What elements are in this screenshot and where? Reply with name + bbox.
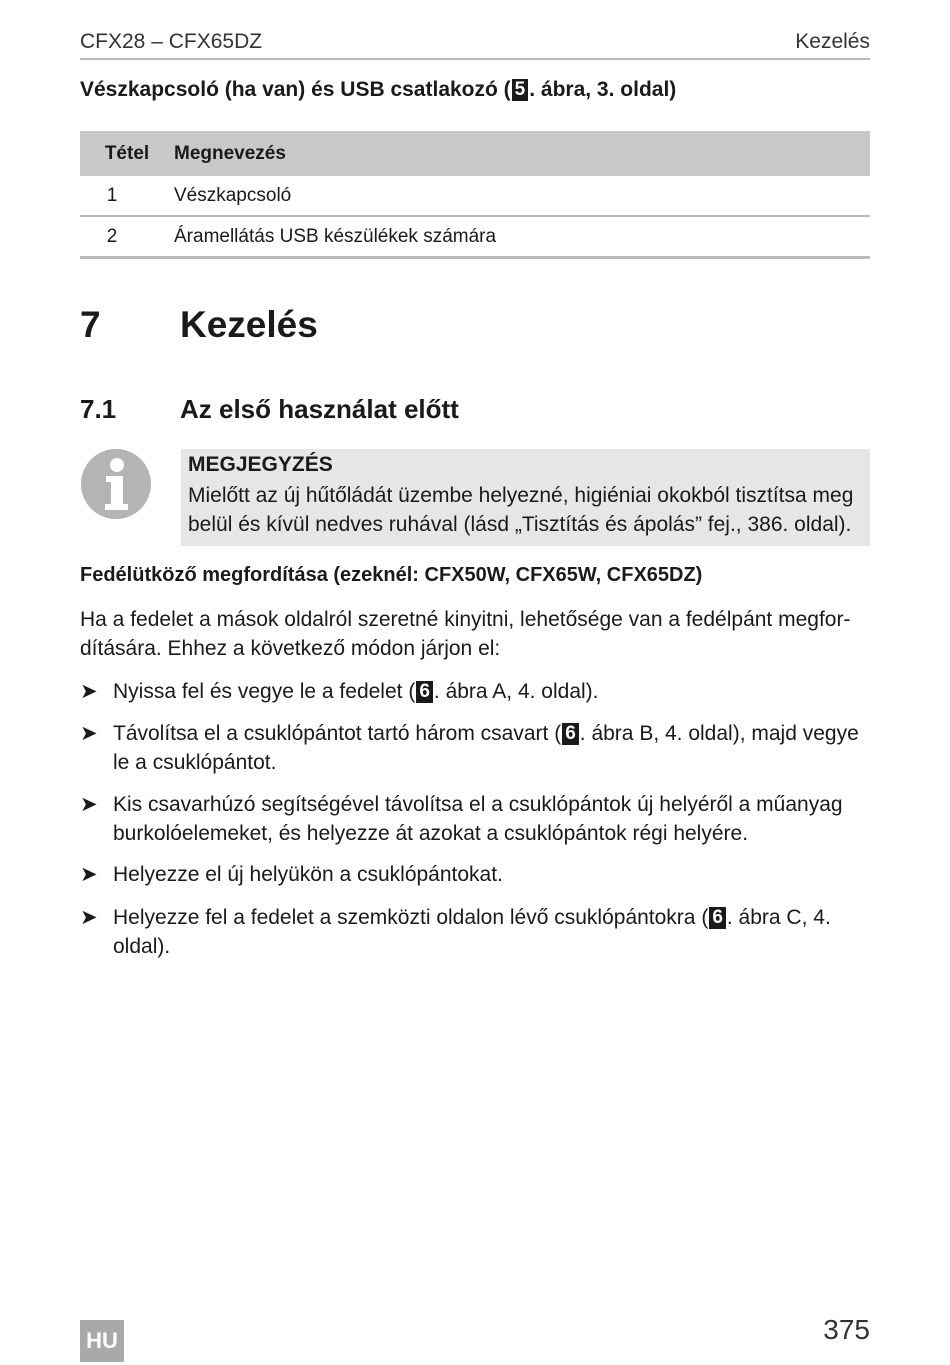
table-cell-name: Vészkapcsoló — [174, 176, 870, 216]
section-title — [80, 78, 676, 102]
header-product: CFX28 – CFX65DZ — [80, 30, 263, 53]
step-text-suffix: . ábra C, 4. oldal). — [113, 906, 831, 958]
table-cell-item: 2 — [80, 216, 174, 258]
section-title-text: Vészkapcsoló (ha van) és USB csatlakozó ( — [80, 78, 511, 101]
figure-ref-badge: 6 — [562, 723, 579, 745]
step-text: Távolítsa el a csuklópántot tartó három csavart ( — [113, 722, 562, 745]
note-heading: MEGJEGYZÉS — [188, 453, 333, 476]
intro-paragraph: Ha a fedelet a mások oldalról szeretné kinyitni, lehetősége van a fedélpánt megfor-dítására. Ehhez a következő módon járjon el: — [80, 608, 851, 660]
figure-ref-badge: 6 — [709, 907, 726, 929]
step-text: Nyissa fel és vegye le a fedelet ( — [113, 680, 416, 703]
figure-ref-badge: 5 — [512, 79, 529, 101]
chapter-number: 7 — [80, 304, 101, 345]
arrow-bullet-icon: ➤ — [80, 906, 98, 929]
table-header-row — [80, 131, 870, 176]
chapter-title: Kezelés — [180, 304, 318, 345]
note-text: Mielőtt az új hűtőládát üzembe helyezné, higiéniai okokból tisztítsa meg belül és kívül nedves ruhával (lásd „Tisztítás és ápolás” fej., 386. oldal). — [188, 484, 854, 536]
table-cell-name: Áramellátás USB készülékek számára — [174, 216, 870, 258]
arrow-bullet-icon: ➤ — [80, 863, 98, 886]
arrow-bullet-icon: ➤ — [80, 680, 98, 703]
step-text-suffix: . ábra B, 4. oldal), majd vegye le a csuklópántot. — [113, 722, 859, 774]
subchapter-title: Az első használat előtt — [180, 394, 459, 424]
column-header-item: Tétel — [80, 131, 174, 176]
page-number: 375 — [823, 1314, 870, 1345]
list-item — [80, 903, 870, 961]
procedure-heading: Fedélütköző megfordítása (ezeknél: CFX50W, CFX65W, CFX65DZ) — [80, 564, 703, 586]
step-text: Helyezze el új helyükön a csuklópántokat. — [113, 863, 503, 886]
step-text-suffix: . ábra A, 4. oldal). — [433, 680, 599, 703]
column-header-name: Megnevezés — [174, 131, 870, 176]
language-badge: HU — [80, 1320, 124, 1362]
step-text: Kis csavarhúzó segítségével távolítsa el a csuklópántok új helyéről a műanyag burkolóelemeket, és helyezze át azokat a csuklópántok régi helyére. — [113, 793, 843, 845]
table-row — [80, 176, 870, 216]
step-text: Helyezze fel a fedelet a szemközti oldalon lévő csuklópántokra ( — [113, 906, 709, 929]
list-item — [80, 719, 870, 777]
figure-ref-badge: 6 — [416, 681, 433, 703]
list-item — [80, 860, 870, 889]
arrow-bullet-icon: ➤ — [80, 793, 98, 816]
subchapter-number: 7.1 — [80, 394, 117, 424]
header-divider — [80, 58, 870, 60]
table-row — [80, 216, 870, 258]
parts-table — [80, 131, 870, 259]
arrow-bullet-icon: ➤ — [80, 722, 98, 745]
list-item — [80, 677, 870, 706]
table-cell-item: 1 — [80, 176, 174, 216]
section-title-suffix: . ábra, 3. oldal) — [529, 78, 677, 101]
header-section: Kezelés — [795, 30, 870, 53]
list-item — [80, 790, 870, 848]
info-icon — [80, 448, 152, 520]
